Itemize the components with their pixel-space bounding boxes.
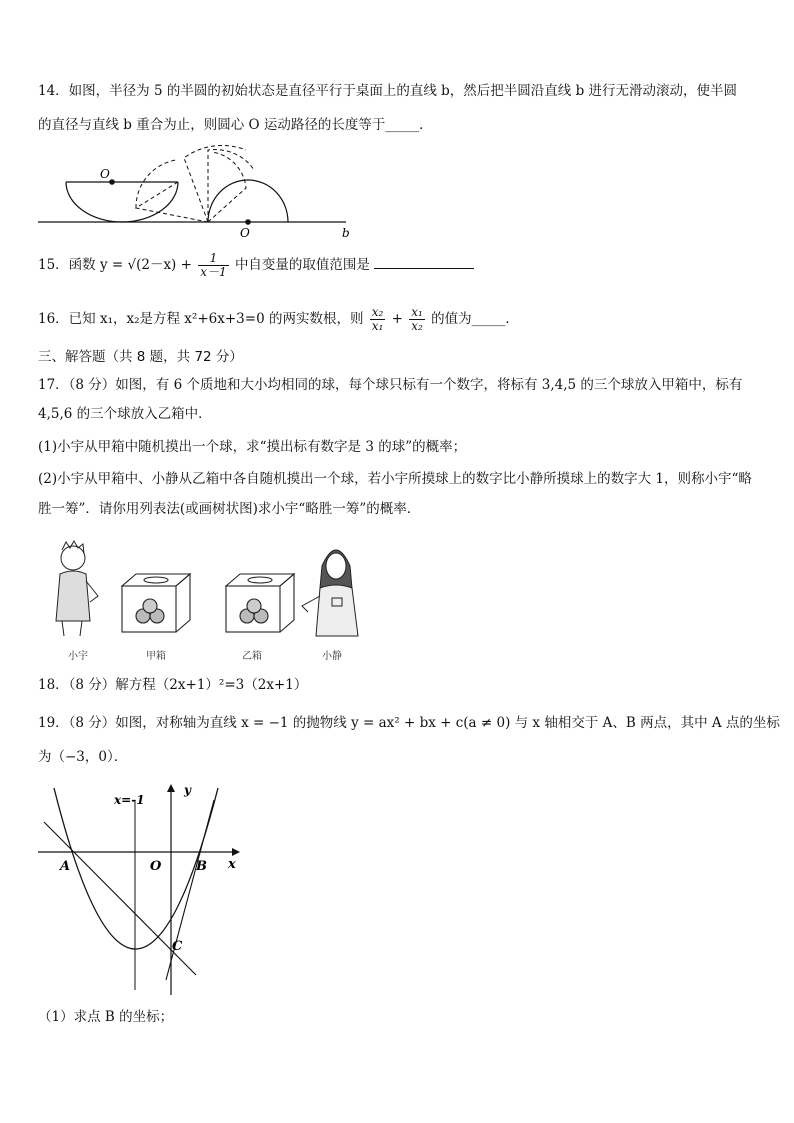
caption-yi-box: 乙箱 xyxy=(242,651,262,662)
q17-text-line4: (2)小宇从甲箱中、小静从乙箱中各自随机摸出一个球，若小宇所摸球上的数字比小静所摸球上的数字大 1，则称小宇“略 xyxy=(38,471,752,487)
label-a: A xyxy=(60,859,71,874)
boy-figure xyxy=(56,541,98,636)
q15-frac-den: x－1 xyxy=(200,265,227,279)
q17-text-line2: 4,5,6 的三个球放入乙箱中． xyxy=(38,406,212,422)
q16-frac1-num: x₂ xyxy=(371,305,384,319)
q19-sub1: （1）求点 B 的坐标； xyxy=(38,1009,174,1025)
q17-illustration xyxy=(40,536,370,646)
q16-prefix: 16．已知 x₁，x₂是方程 x²+6x+3=0 的两实数根，则 xyxy=(38,311,364,327)
center-o-final xyxy=(245,219,251,225)
box-yi xyxy=(226,574,294,632)
label-b: b xyxy=(342,226,350,240)
q14-text-line1: 14．如图，半径为 5 的半圆的初始状态是直径平行于桌面上的直线 b，然后把半圆沿直线 b 进行无滑动滚动，使半圆 xyxy=(38,83,738,99)
q16-fraction-2 xyxy=(409,306,425,333)
label-c: C xyxy=(172,939,183,954)
caption-xiaoyu: 小宇 xyxy=(68,651,88,662)
caption-jia-box: 甲箱 xyxy=(146,651,166,662)
section-heading: 三、解答题（共 8 题，共 72 分） xyxy=(38,349,243,365)
q16-fraction-1 xyxy=(370,306,386,333)
q14-rolling-semicircle-figure xyxy=(36,140,356,240)
q18-text: 18．（8 分）解方程（2x+1）²=3（2x+1） xyxy=(38,677,308,693)
label-b-point: B xyxy=(196,859,207,874)
label-symmetry: x=-1 xyxy=(114,793,145,807)
q15-fraction xyxy=(198,252,228,279)
caption-xiaojing: 小静 xyxy=(322,651,342,662)
q19-parabola-figure xyxy=(36,780,246,1000)
q17-text-line3: (1)小宇从甲箱中随机摸出一个球，求“摸出标有数字是 3 的球”的概率； xyxy=(38,439,467,455)
q15-frac-num: 1 xyxy=(198,252,228,266)
label-o: O xyxy=(150,859,162,874)
q15-suffix: 中自变量的取值范围是 xyxy=(234,257,370,273)
parabola xyxy=(54,788,218,949)
q14-text-line2: 的直径与直线 b 重合为止，则圆心 O 运动路径的长度等于_____． xyxy=(38,117,433,133)
label-o2: O xyxy=(240,226,250,240)
q16-plus: + xyxy=(391,311,403,327)
label-x: x xyxy=(228,857,236,872)
q17-text-line1: 17．（8 分）如图，有 6 个质地和大小均相同的球，每个球只标有一个数字，将标有 3,4,5 的三个球放入甲箱中，标有 xyxy=(38,377,743,393)
box-jia xyxy=(122,574,190,632)
q16-frac1-den: x₁ xyxy=(371,319,384,333)
q15-text xyxy=(38,252,474,279)
q19-text-line2: 为（−3，0）． xyxy=(38,749,128,765)
q16-frac2-den: x₂ xyxy=(411,319,423,333)
q19-text-line1: 19．（8 分）如图，对称轴为直线 x = −1 的抛物线 y = ax² + bx + c(a ≠ 0) 与 x 轴相交于 A、B 两点，其中 A 点的坐标 xyxy=(38,715,780,731)
label-y: y xyxy=(184,783,191,797)
label-o1: O xyxy=(100,167,110,181)
q16-frac2-num: x₁ xyxy=(411,305,423,319)
girl-figure xyxy=(302,550,358,636)
q15-prefix: 15．函数 y = √(2－x) + xyxy=(38,257,192,273)
q16-suffix: 的值为_____． xyxy=(431,311,519,327)
q15-answer-blank xyxy=(374,256,474,269)
q17-text-line5: 胜一筹”．请你用列表法(或画树状图)求小宇“略胜一筹”的概率． xyxy=(38,501,421,517)
center-o-initial xyxy=(109,179,115,185)
q16-text xyxy=(38,306,519,333)
